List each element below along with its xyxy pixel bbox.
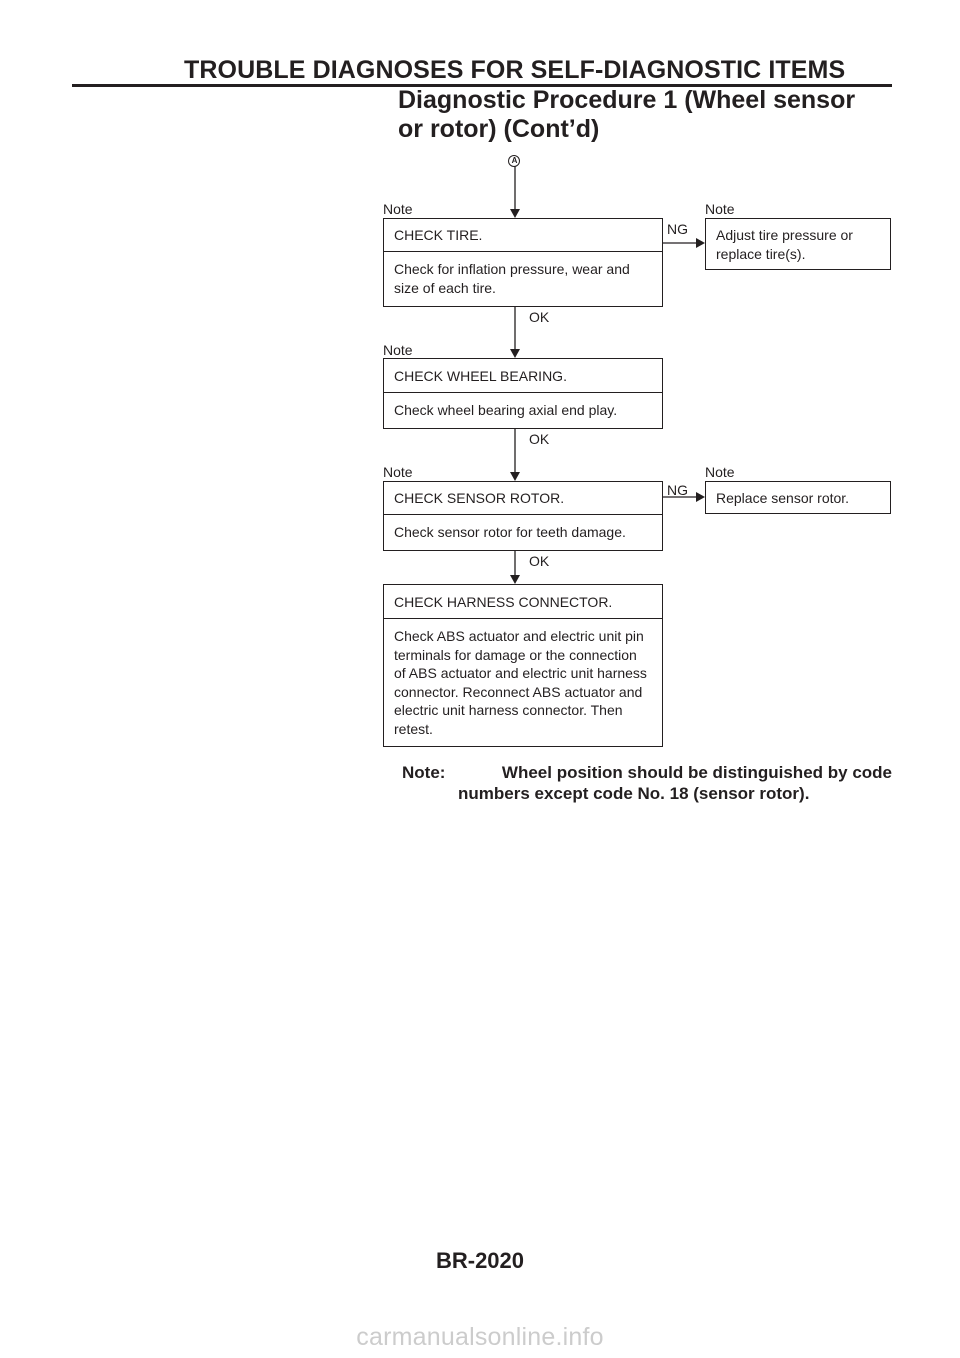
action-replace-rotor: Replace sensor rotor. [705,481,891,514]
connector-a-label: A [511,156,518,165]
step-title: CHECK SENSOR ROTOR. [384,482,662,515]
footnote-line1: Wheel position should be distinguished by code [501,763,892,782]
arrow-down-icon [510,472,520,481]
footnote [402,762,892,804]
step-title: CHECK HARNESS CONNECTOR. [384,585,662,619]
step-check-wheel-bearing [383,358,663,429]
arrow-down-icon [510,575,520,584]
arrow-down-icon [510,349,520,358]
step-body: Check ABS actuator and electric unit pin terminals for damage or the connection of ABS actuator and electric unit harness connector. Reconnect ABS actuator and electric unit harness connector. Then retest. [394,628,647,737]
ok-label: OK [529,309,550,325]
note-label: Note [383,464,413,480]
note-label: Note [705,464,735,480]
arrow-right-icon [696,492,705,502]
step-check-tire [383,218,663,307]
step-body: Check for inflation pressure, wear and size of each tire. [394,261,630,296]
ng-label: NG [667,482,688,498]
ok-label: OK [529,553,550,569]
ok-label: OK [529,431,550,447]
step-body: Check wheel bearing axial end play. [394,402,618,418]
step-check-sensor-rotor [383,481,663,551]
footnote-line2: numbers except code No. 18 (sensor rotor). [458,784,810,803]
step-check-harness-connector [383,584,663,747]
arrow-right-icon [696,238,705,248]
section-title: TROUBLE DIAGNOSES FOR SELF-DIAGNOSTIC ITEMS [184,56,846,84]
arrow-down-icon [510,209,520,218]
watermark: carmanualsonline.info [356,1323,604,1351]
step-body: Check sensor rotor for teeth damage. [394,524,626,540]
note-label: Note [383,342,413,358]
action-adjust-tire: Adjust tire pressure or replace tire(s). [705,218,891,270]
note-label: Note [383,201,413,217]
note-label: Note [705,201,735,217]
page-number: BR-2020 [435,1248,525,1273]
page-subtitle: Diagnostic Procedure 1 (Wheel sensor or rotor) (Cont’d) [398,86,856,143]
footnote-prefix: Note: [402,763,446,782]
step-title: CHECK WHEEL BEARING. [384,359,662,393]
ng-label: NG [667,221,688,237]
step-title: CHECK TIRE. [384,219,662,252]
